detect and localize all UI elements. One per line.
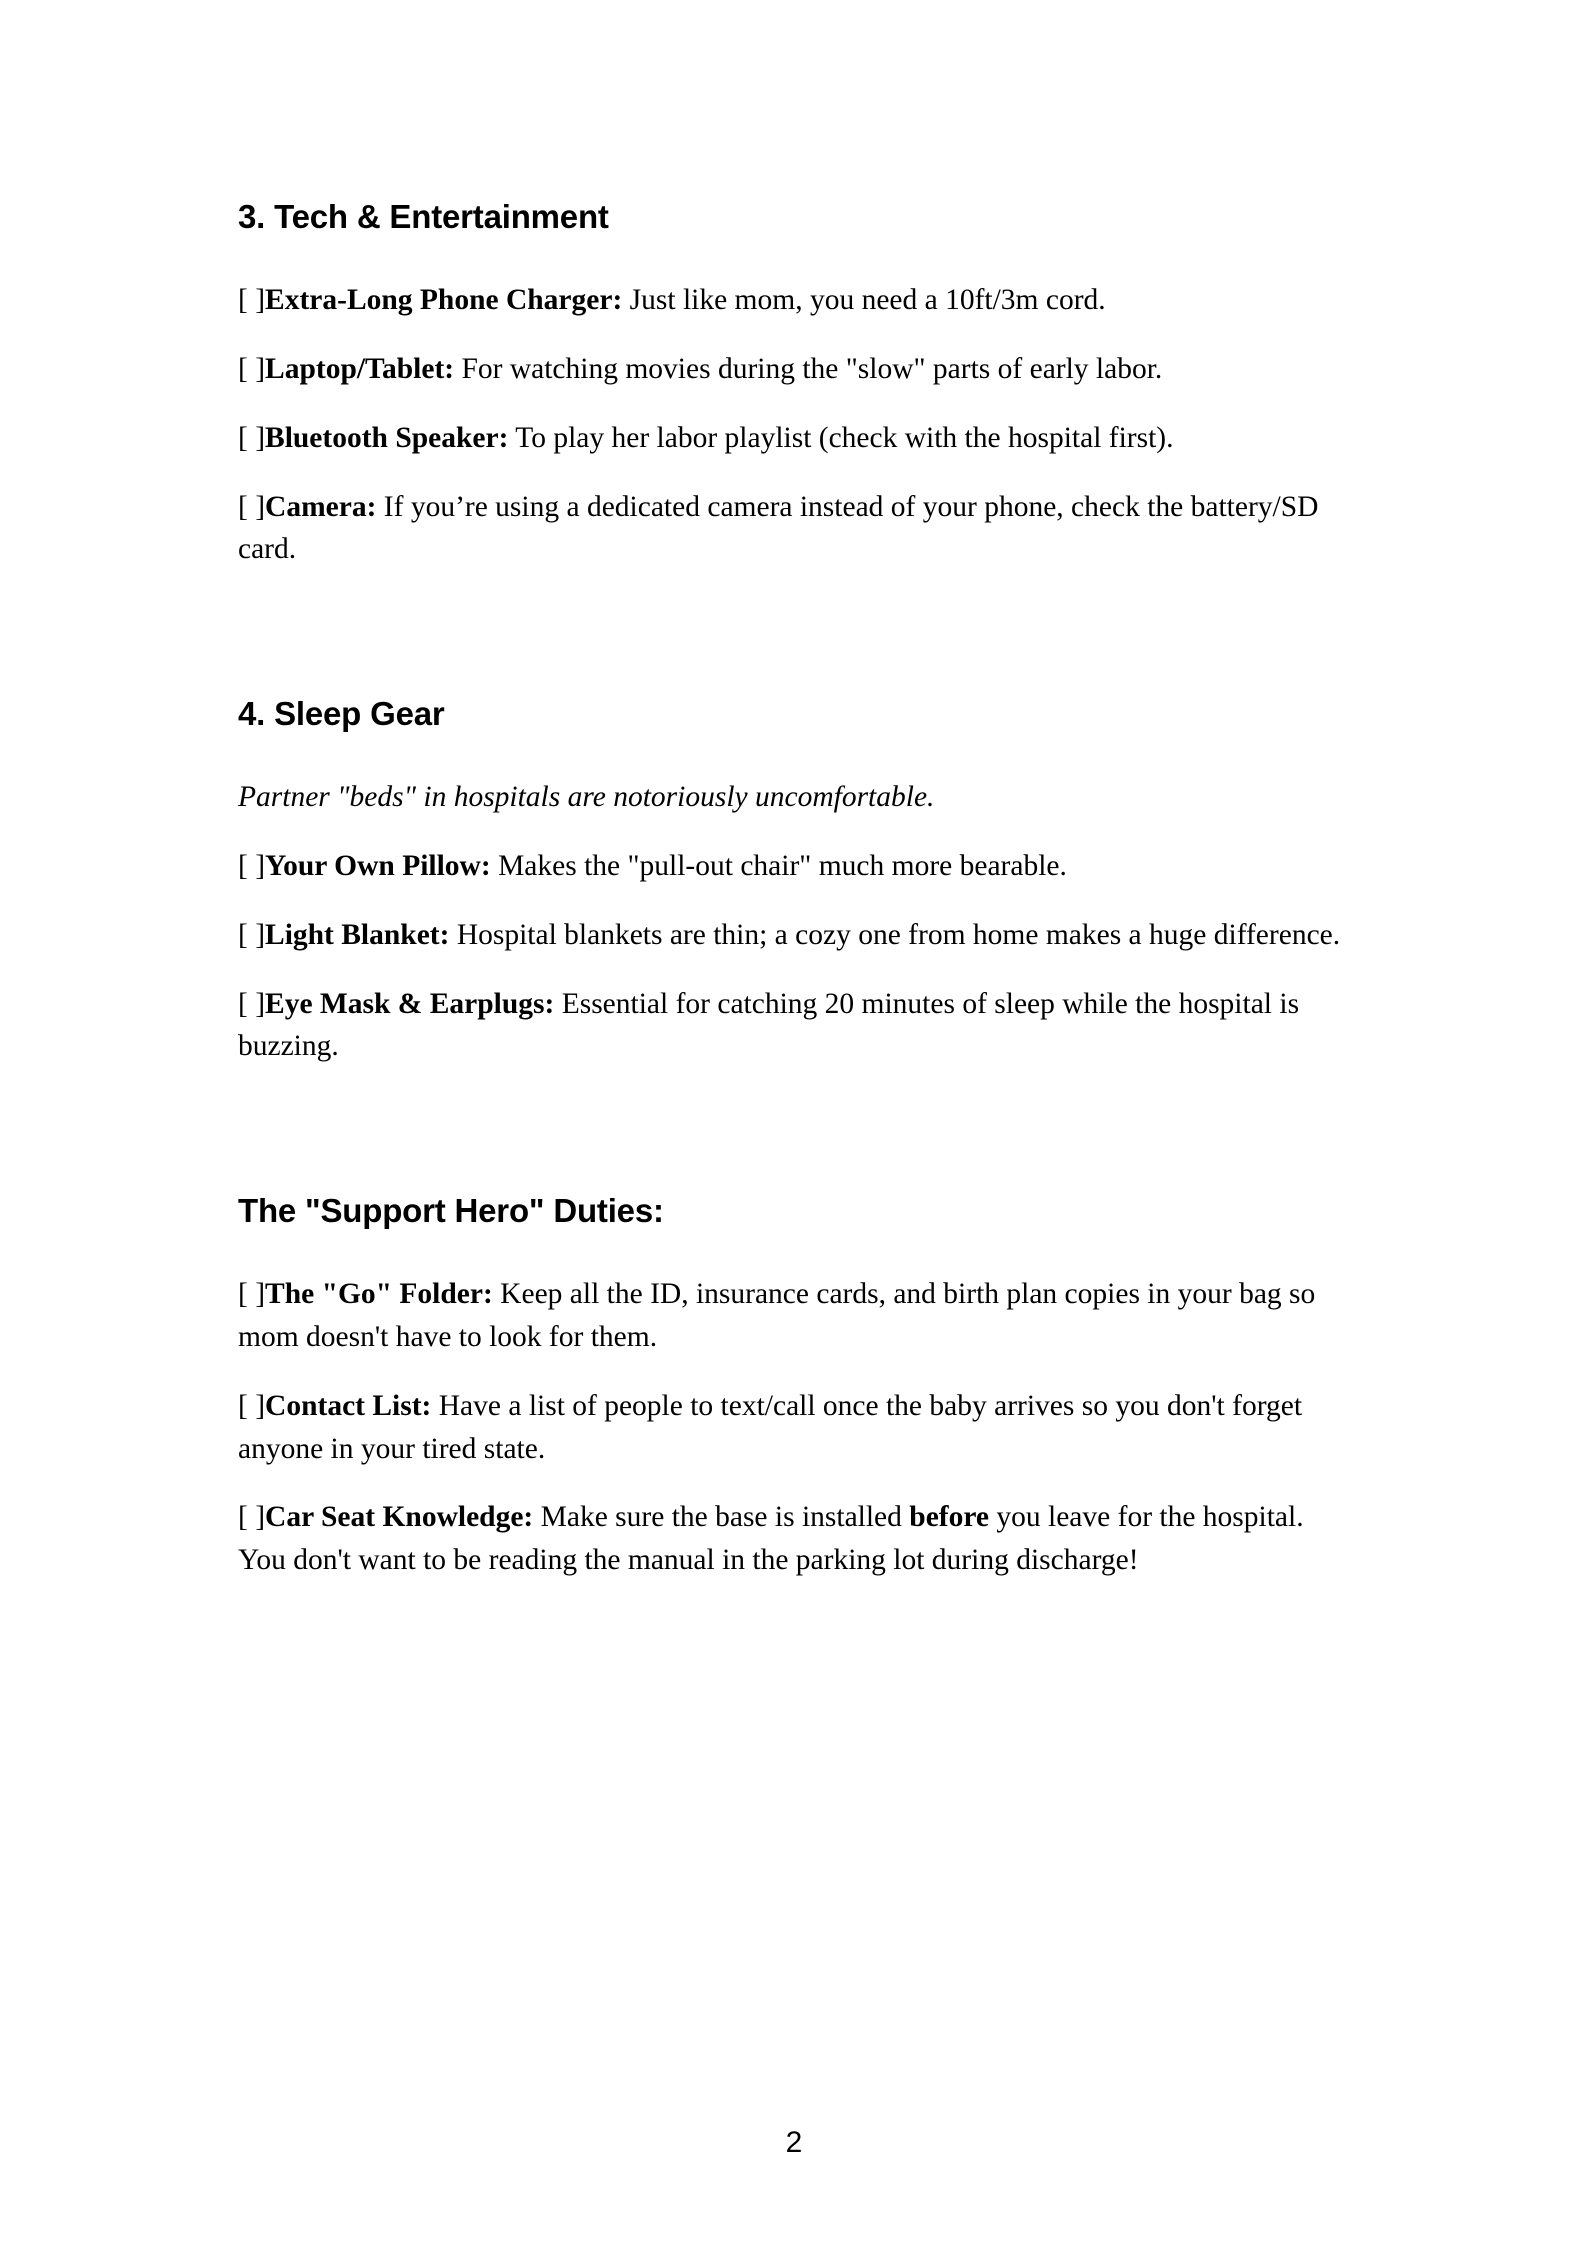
checklist-item	[238, 417, 1342, 460]
spacer	[238, 1068, 1342, 1190]
item-text: If you’re using a dedicated camera instead of your phone, check the battery/SD card.	[238, 490, 1319, 566]
checklist-item	[238, 914, 1342, 957]
item-text: For watching movies during the "slow" parts of early labor.	[454, 353, 1163, 386]
spacer	[238, 888, 1342, 914]
checklist-item	[238, 486, 1342, 572]
item-label: Extra-Long Phone Charger:	[265, 284, 623, 317]
section-heading-sleep-gear: 4. Sleep Gear	[238, 695, 445, 733]
spacer	[238, 460, 1342, 486]
page-number: 2	[785, 2126, 803, 2159]
checklist-item	[238, 1496, 1342, 1582]
section-heading-tech-entertainment: 3. Tech & Entertainment	[238, 198, 609, 235]
spacer	[238, 734, 1342, 776]
spacer	[238, 237, 1342, 279]
item-text: Just like mom, you need a 10ft/3m cord.	[622, 284, 1106, 317]
checkbox-glyph[interactable]: [ ]	[238, 918, 266, 951]
spacer	[238, 391, 1342, 417]
checklist-item	[238, 845, 1342, 888]
item-label: Your Own Pillow:	[265, 850, 491, 883]
section-heading-support-hero-duties: The "Support Hero" Duties:	[238, 1192, 664, 1230]
item-text: Hospital blankets are thin; a cozy one from home makes a huge difference.	[449, 918, 1341, 951]
checklist-item	[238, 348, 1342, 391]
item-text: Makes the "pull-out chair" much more bearable.	[490, 850, 1067, 883]
spacer	[238, 1470, 1342, 1496]
checklist-item	[238, 983, 1342, 1069]
item-label: Bluetooth Speaker:	[265, 421, 509, 454]
checklist-item	[238, 1273, 1342, 1359]
section-note: Partner "beds" in hospitals are notoriously uncomfortable.	[238, 781, 935, 814]
item-label: Light Blanket:	[265, 918, 450, 951]
item-label: Eye Mask & Earplugs:	[265, 987, 555, 1020]
checklist-item	[238, 1385, 1342, 1471]
item-text: Keep all the ID, insurance cards, and birth plan copies in your bag so mom doesn't have to look for them.	[238, 1278, 1316, 1354]
item-text: To play her labor playlist (check with the hospital first).	[508, 421, 1174, 454]
checkbox-glyph[interactable]: [ ]	[238, 850, 266, 883]
spacer	[238, 1359, 1342, 1385]
item-label: The "Go" Folder:	[265, 1278, 493, 1311]
checkbox-glyph[interactable]: [ ]	[238, 284, 266, 317]
item-text: Have a list of people to text/call once the baby arrives so you don't forget anyone in your tired state.	[238, 1389, 1303, 1465]
checkbox-glyph[interactable]: [ ]	[238, 1389, 266, 1422]
item-text-before-emphasis: Make sure the base is installed	[533, 1501, 910, 1534]
document-content	[238, 196, 1342, 1582]
spacer	[238, 571, 1342, 693]
item-text-after-emphasis: you leave for the hospital. You don't want to be reading the manual in the parking lot during discharge!	[238, 1501, 1304, 1577]
item-text: Essential for catching 20 minutes of sleep while the hospital is buzzing.	[238, 987, 1300, 1063]
checkbox-glyph[interactable]: [ ]	[238, 421, 266, 454]
item-label: Laptop/Tablet:	[265, 353, 455, 386]
item-label: Car Seat Knowledge:	[265, 1501, 534, 1534]
spacer	[238, 819, 1342, 845]
spacer	[238, 957, 1342, 983]
checkbox-glyph[interactable]: [ ]	[238, 490, 266, 523]
spacer	[238, 322, 1342, 348]
checklist-item	[238, 279, 1342, 322]
item-text-emphasis: before	[909, 1501, 990, 1534]
item-label: Camera:	[265, 490, 377, 523]
checkbox-glyph[interactable]: [ ]	[238, 353, 266, 386]
checkbox-glyph[interactable]: [ ]	[238, 1501, 266, 1534]
spacer	[238, 1231, 1342, 1273]
checkbox-glyph[interactable]: [ ]	[238, 1278, 266, 1311]
checkbox-glyph[interactable]: [ ]	[238, 987, 266, 1020]
item-label: Contact List:	[265, 1389, 432, 1422]
